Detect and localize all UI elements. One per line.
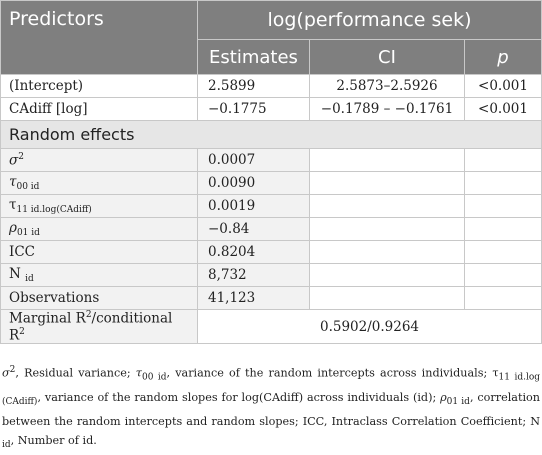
random-effect-label: $\sigma^2$: [1, 149, 198, 172]
r2-label: Marginal $R^2$/conditional $R^2$: [1, 310, 198, 344]
footnote-n: Number of id.: [17, 433, 97, 447]
table-row-tau00: [1, 172, 542, 195]
random-effects-section-row: [1, 121, 542, 149]
p-value-cell: <0.001: [465, 75, 542, 98]
random-effect-value: 0.0007: [198, 149, 310, 172]
table-row-sigma: [1, 149, 542, 172]
predictors-header: Predictors: [1, 1, 198, 75]
random-effect-label: ICC: [1, 241, 198, 264]
r2-value: 0.5902/0.9264: [198, 310, 542, 344]
table-footnote: $\sigma^2$, Residual variance; $\tau_{00 id}$, variance of the random intercepts across individuals; $\tau_{11 id.log (CAdiff)}$, variance of the random slopes for log(CAdiff) across individuals (id); $\rho_{01 id}$, correlation between the random intercepts and random slopes; ICC, Intraclass Correlation Coefficient; N $_{id}$, Number of id.: [2, 365, 541, 450]
random-effect-label: $\tau_{00 id}$: [1, 172, 198, 195]
table-row-observations: [1, 287, 542, 310]
ci-header: CI: [310, 40, 465, 75]
header-row-1: [1, 1, 542, 40]
p-value-cell: <0.001: [465, 98, 542, 121]
footnote-sigma: Residual variance;: [24, 366, 131, 380]
table-row-icc: [1, 241, 542, 264]
random-effect-value: 0.0090: [198, 172, 310, 195]
ci-cell: −0.1789 – −0.1761: [310, 98, 465, 121]
ci-cell: 2.5873–2.5926: [310, 75, 465, 98]
table-row-n-id: [1, 264, 542, 287]
random-effect-label: N $_{id}$: [1, 264, 198, 287]
footnote-tau11: variance of the random slopes for log(CAdiff) across individuals (id);: [44, 390, 437, 404]
estimate-cell: −0.1775: [198, 98, 310, 121]
random-effect-value: 41,123: [198, 287, 310, 310]
random-effect-label: $\rho_{01 id}$: [1, 218, 198, 241]
estimates-header: Estimates: [198, 40, 310, 75]
table-row-r2: [1, 310, 542, 344]
random-effect-value: −0.84: [198, 218, 310, 241]
random-effect-value: 8,732: [198, 264, 310, 287]
dependent-variable-header: log(performance sek): [198, 1, 542, 40]
random-effect-value: 0.0019: [198, 195, 310, 218]
p-header: p: [465, 40, 542, 75]
random-effects-title: Random effects: [1, 121, 542, 149]
random-effect-value: 0.8204: [198, 241, 310, 264]
table-row-tau11: [1, 195, 542, 218]
estimate-cell: 2.5899: [198, 75, 310, 98]
predictor-cell: CAdiff [log]: [1, 98, 198, 121]
table-row-cadiff: [1, 98, 542, 121]
footnote-tau00: variance of the random intercepts across individuals;: [175, 366, 488, 380]
random-effect-label: Observations: [1, 287, 198, 310]
table-row-intercept: [1, 75, 542, 98]
footnote-rho: correlation between the random intercepts and random slopes; ICC, Intraclass Correlation Coefficient;: [2, 390, 540, 428]
random-effect-label: $\tau_{11 id.log(CAdiff)}$: [1, 195, 198, 218]
predictor-cell: (Intercept): [1, 75, 198, 98]
table-row-rho01: [1, 218, 542, 241]
